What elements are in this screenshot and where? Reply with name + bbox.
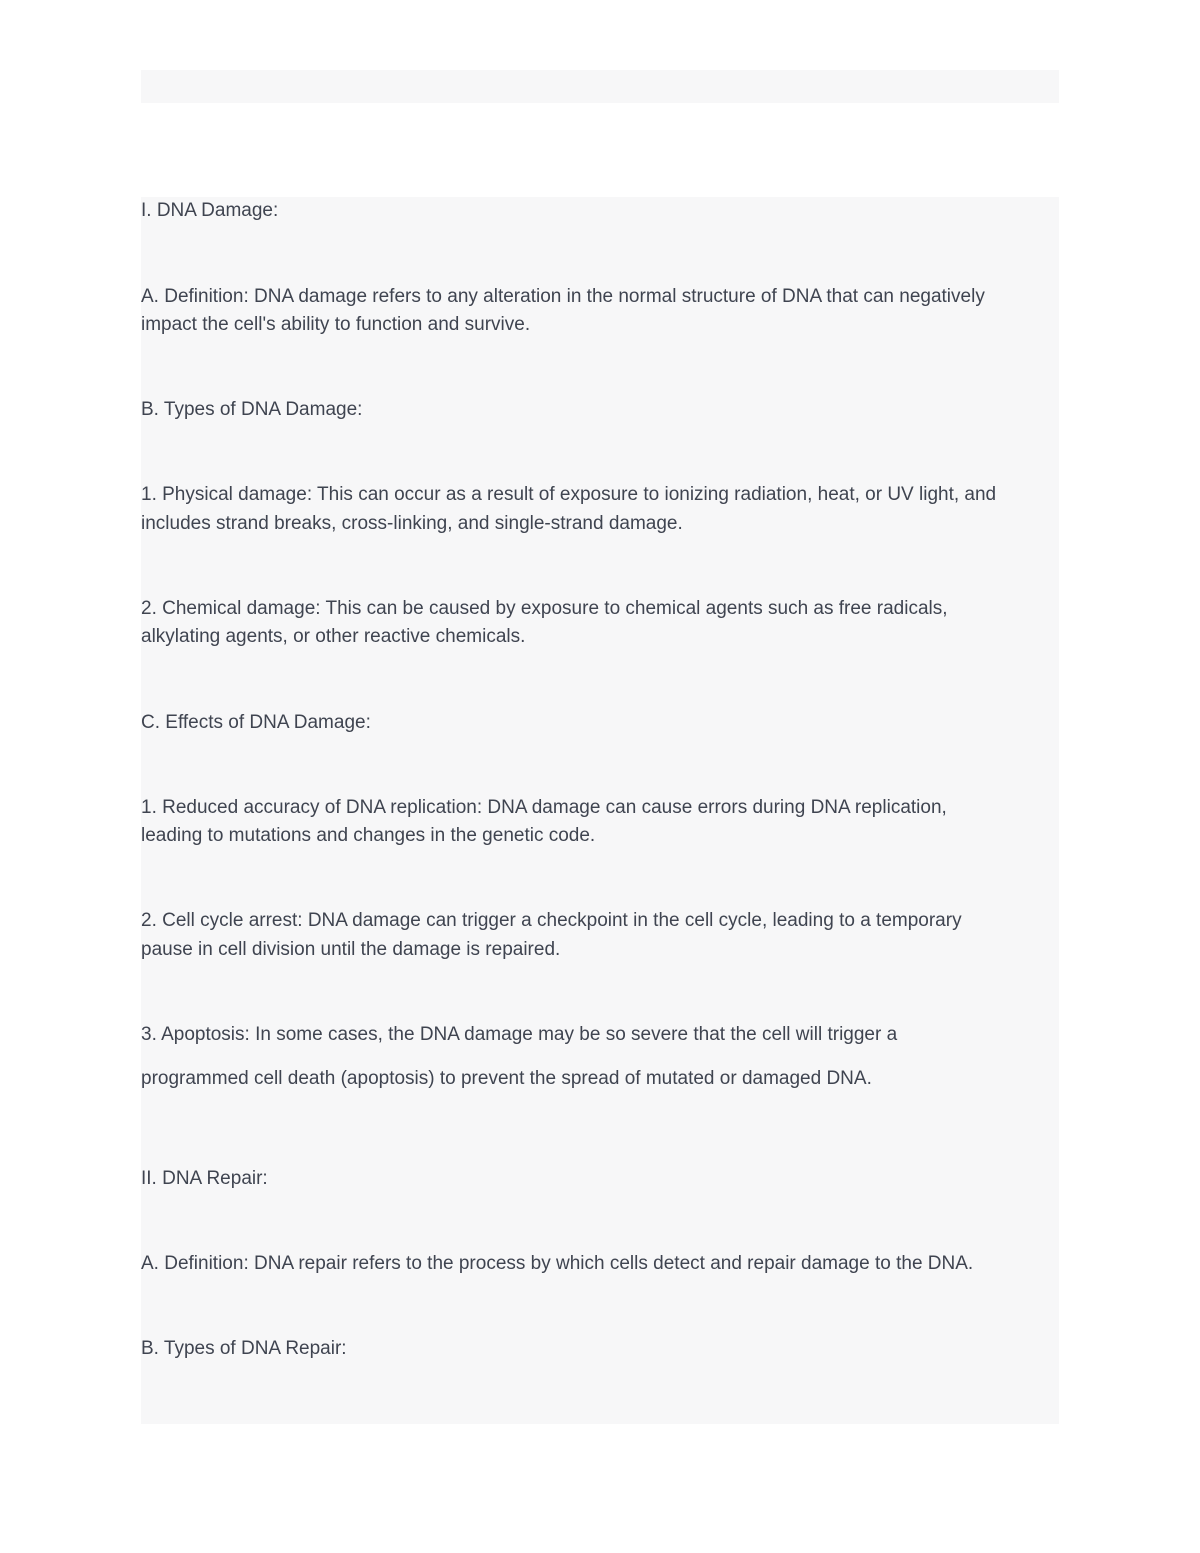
definition-line-2: impact the cell's ability to function and survive. [141,314,531,335]
cell-cycle-line-1: 2. Cell cycle arrest: DNA damage can trigger a checkpoint in the cell cycle, leading to a temporary [141,910,962,931]
physical-damage-line-1: 1. Physical damage: This can occur as a result of exposure to ionizing radiation, heat, or UV light, and [141,484,997,505]
heading-dna-repair: II. DNA Repair: [141,1168,268,1189]
definition-line-1: A. Definition: DNA damage refers to any alteration in the normal structure of DNA that can negatively [141,286,985,307]
heading-types-damage: B. Types of DNA Damage: [141,399,363,420]
physical-damage-line-2: includes strand breaks, cross-linking, and single-strand damage. [141,513,683,534]
apoptosis-line-1: 3. Apoptosis: In some cases, the DNA damage may be so severe that the cell will trigger a [141,1024,898,1045]
cell-cycle-line-2: pause in cell division until the damage is repaired. [141,939,561,960]
top-bar [141,70,1059,103]
chemical-damage-line-1: 2. Chemical damage: This can be caused by exposure to chemical agents such as free radicals, [141,598,948,619]
replication-line-1: 1. Reduced accuracy of DNA replication: DNA damage can cause errors during DNA replication, [141,797,947,818]
chemical-damage-line-2: alkylating agents, or other reactive chemicals. [141,626,526,647]
heading-dna-damage: I. DNA Damage: [141,200,279,221]
replication-line-2: leading to mutations and changes in the genetic code. [141,825,596,846]
apoptosis-line-2: programmed cell death (apoptosis) to prevent the spread of mutated or damaged DNA. [141,1068,872,1089]
repair-definition-line: A. Definition: DNA repair refers to the process by which cells detect and repair damage to the DNA. [141,1253,974,1274]
heading-effects-damage: C. Effects of DNA Damage: [141,712,371,733]
heading-types-repair: B. Types of DNA Repair: [141,1338,347,1359]
